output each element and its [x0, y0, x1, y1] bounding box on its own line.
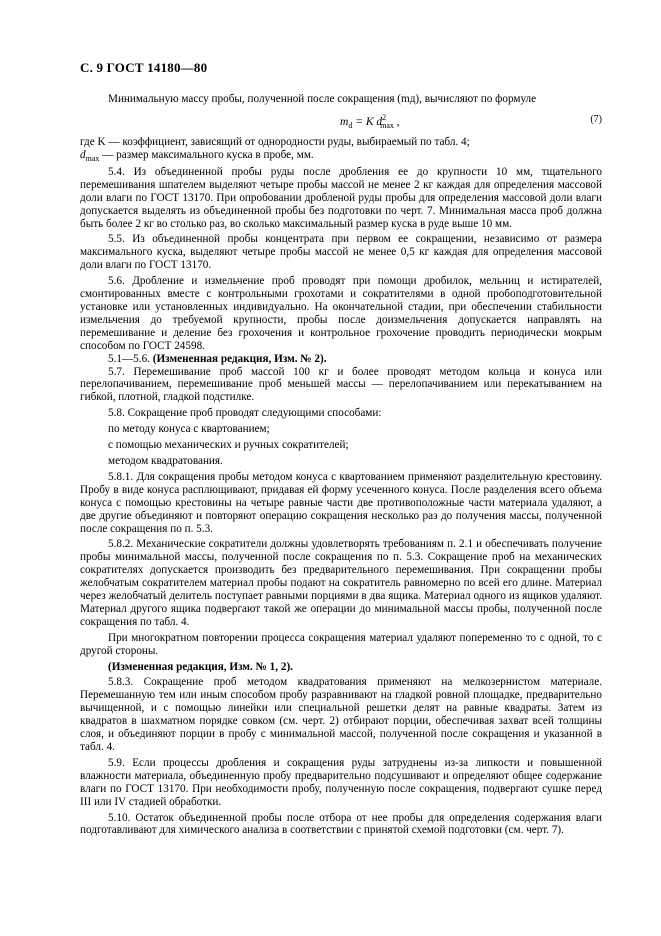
paragraph-5-9: 5.9. Если процессы дробления и сокращения руды затруднены из-за липкости и повышенной влажности материала, объединенную пробу предварительно подсушивают и определяют общее содержание влаги по ГОСТ 13170. При необходимости пробу, полученную после сокращения, подвергают сушке перед III или IV стадией обработки. — [80, 756, 602, 808]
paragraph-5-4: 5.4. Из объединенной пробы руды после дробления ее до крупности 10 мм, тщательного перемешивания шпателем выделяют четыре пробы массой не менее 2 кг каждая для определения массовой доли влаги по ГОСТ 13170. При опробовании дробленой руды пробы для определения массовой доли влаги допускается выделять из объединенной пробы без подготовки по черт. 7. Минимальная масса проб должна быть более 2 кг во столько раз, во сколько максимальный размер куска в руде выше 10 мм. — [80, 165, 602, 230]
paragraph-repeat-note: При многократном повторении процесса сокращения материал удаляют попеременно то с одной, то с другой стороны. — [80, 631, 602, 657]
equation-number: (7) — [590, 113, 602, 125]
list-item-cone: по методу конуса с квартованием; — [108, 423, 270, 436]
paragraph-5-10: 5.10. Остаток объединенной пробы после отбора от нее пробы для определения содержания влаги подготавливают для химического анализа в соответствии с принятой схемой подготовки (см. черт. 7). — [80, 811, 602, 837]
document-body — [80, 93, 602, 837]
page-header: С. 9 ГОСТ 14180—80 — [80, 60, 208, 75]
paragraph-5-5: 5.5. Из объединенной пробы концентрата при первом ее сокращении, независимо от размера максимального куска, выделяют четыре пробы массой не менее 0,5 кг каждая для определения массовой доли влаги по ГОСТ 13170. — [80, 233, 602, 272]
amendment-note-1-2: (Измененная редакция, Изм. № 1, 2). — [108, 660, 293, 673]
paragraph-5-8: 5.8. Сокращение проб проводят следующими способами: — [108, 407, 382, 420]
amendment-text: 5.1—5.6. (Измененная редакция, Изм. № 2). — [108, 352, 327, 365]
paragraph-5-6: 5.6. Дробление и измельчение проб проводят при помощи дробилок, мельниц и истирателей, смонтированных вместе с контрольными грохотами и сократителями в одной пробоподготовительной установке или установленных индивидуально. На окончательной стадии, при обеспечении стабильности измельчения до требуемой крупности, пробы после доизмельчения допускается направлять на перемешивание и деление без грохочения и контрольное грохочение проводить периодически мокрым способом по ГОСТ 24598. — [80, 275, 602, 352]
formula-expression: $m_d = K$ $d^2_{max}$ , — [340, 112, 400, 131]
paragraph-5-8-1: 5.8.1. Для сокращения пробы методом конуса с квартованием применяют разделительную крестовину. Пробу в виде конуса расплющивают, придавая ей форму усеченного конуса. После разделения всего объема конуса с помощью крестовины на четыре равные части две противоположные части материала удаляют, а две другие объединяют и повторяют операцию сокращения несколько раз до получения массы, полученной после сокращения по п. 5.3. — [80, 470, 602, 535]
where-definition-dmax: $d_{max}$ — размер максимального куска в пробе, мм. — [80, 148, 314, 164]
paragraph-5-8-2: 5.8.2. Механические сократители должны удовлетворять требованиям п. 2.1 и обеспечивать получение пробы минимальной массы, полученной после сокращения по п. 5.3. Сокращение проб на механических сократителях допускается производить без предварительного перемешивания. При сокращении пробы желобчатым сократителем материал пробы подают на сократитель равномерно по всей его длине. Материал через желобчатый делитель поступает равными порциями в два ящика. Материал одного из ящиков удаляют. Материал другого ящика подвергают такой же операции до минимальной массы пробы, полученной после сокращения по табл. 4. — [80, 538, 602, 628]
paragraph-5-7: 5.7. Перемешивание проб массой 100 кг и более проводят методом кольца и конуса или перелопачиванием, перемешивание проб меньшей массы — перелопачиванием или перекатыванием на гибкой, плотной, гладкой подстилке. — [80, 365, 602, 404]
intro-paragraph: Минимальную массу пробы, полученной после сокращения (mд), вычисляют по формуле — [108, 93, 537, 105]
paragraph-5-8-3: 5.8.3. Сокращение проб методом квадратования применяют на мелкозернистом материале. Перемешанную тем или иным способом пробу разравнивают на гладкой ровной площадке, предварительно вычищенной, и с помощью линейки или специальной решетки делят на равные квадраты. Затем из квадратов в шахматном порядке совком (см. черт. 2) отбирают порции, обеспечивая захват всей толщины слоя, и объединяют порции в пробу с минимальной массой, полученной после сокращения и указанной в табл. 4. — [80, 676, 602, 754]
where-definition-k: где K — коэффициент, зависящий от однородности руды, выбираемый по табл. 4; — [80, 135, 470, 148]
list-item-dividers: с помощью механических и ручных сократителей; — [108, 439, 349, 452]
amendment-bold: (Измененная редакция, Изм. № 2). — [152, 352, 327, 365]
formula-7 — [80, 106, 602, 136]
list-item-squaring: методом квадратования. — [108, 454, 223, 467]
amendment-note-5-1-5-6 — [80, 353, 602, 366]
